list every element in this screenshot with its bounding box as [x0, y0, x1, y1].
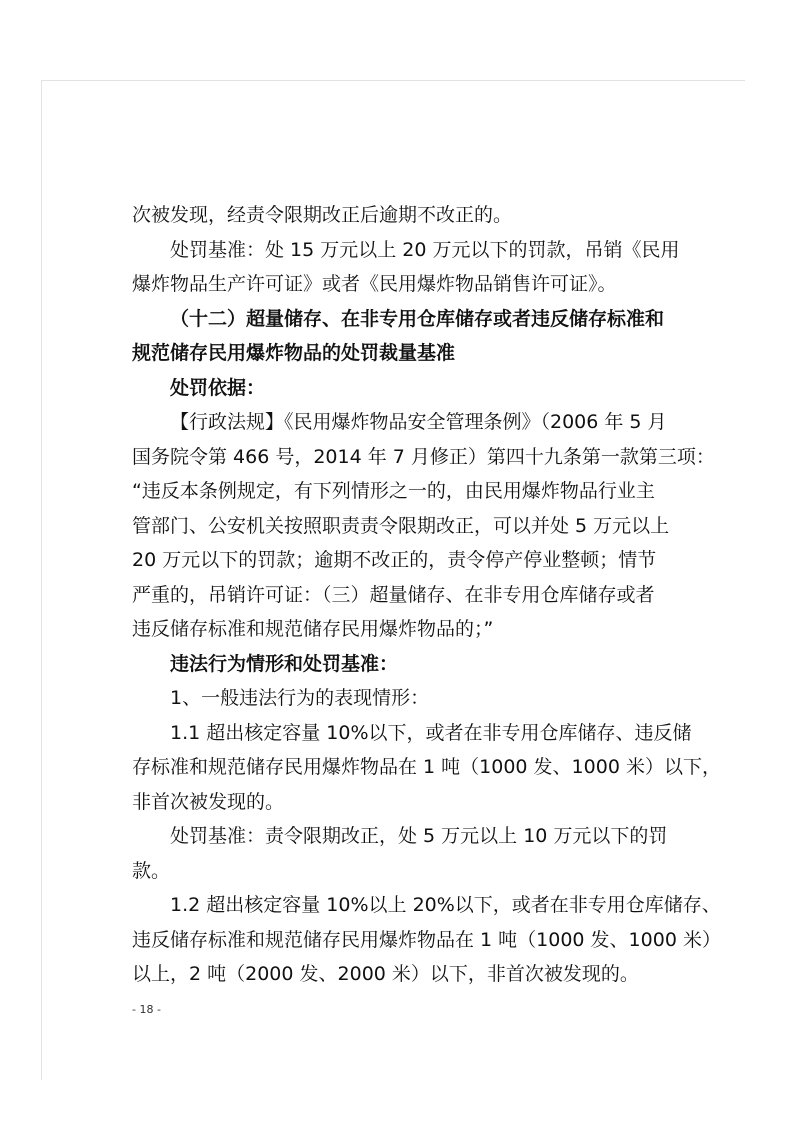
text-line: 爆炸物品生产许可证》或者《民用爆炸物品销售许可证》。 [132, 273, 617, 295]
page-border-left [41, 80, 42, 1080]
text-line: 1.1 超出核定容量 10%以下，或者在非专用仓库储存、违反储 [170, 721, 692, 744]
section-heading-line: （十二）超量储存、在非专用仓库储存或者违反储存标准和 [170, 307, 665, 330]
text-line: 1、一般违法行为的表现情形： [170, 687, 430, 709]
text-line: 处罚基准：处 15 万元以上 20 万元以下的罚款，吊销《民用 [170, 238, 680, 261]
document-body [132, 198, 721, 992]
subheading-line: 违法行为情形和处罚基准： [170, 652, 399, 675]
text-line: 国务院令第 466 号，2014 年 7 月修正）第四十九条第一款第三项： [132, 445, 715, 468]
subheading-line: 处罚依据： [170, 376, 266, 399]
page-border-top [41, 80, 745, 81]
text-line: 以上，2 吨（2000 发、2000 米）以下，非首次被发现的。 [132, 963, 639, 985]
text-line: 违反储存标准和规范储存民用爆炸物品在 1 吨（1000 发、1000 米） [132, 928, 721, 951]
text-line: 存标准和规范储存民用爆炸物品在 1 吨（1000 发、1000 米）以下， [132, 756, 721, 778]
text-line: 管部门、公安机关按照职责责令限期改正，可以并处 5 万元以上 [132, 514, 670, 537]
text-line: 【行政法规】《民用爆炸物品安全管理条例》（2006 年 5 月 [170, 411, 667, 433]
text-line: 款。 [132, 859, 171, 882]
text-line: 严重的，吊销许可证：（三）超量储存、在非专用仓库储存或者 [132, 583, 655, 606]
section-heading-line: 规范储存民用爆炸物品的处罚裁量基准 [132, 342, 456, 364]
text-line: 违反储存标准和规范储存民用爆炸物品的；” [132, 618, 494, 640]
page-number: - 18 - [132, 1003, 161, 1016]
text-line: 次被发现，经责令限期改正后逾期不改正的。 [132, 204, 513, 226]
text-line: 20 万元以下的罚款；逾期不改正的，责令停产停业整顿；情节 [132, 549, 657, 571]
text-line: 非首次被发现的。 [132, 790, 285, 813]
text-line: 处罚基准：责令限期改正，处 5 万元以上 10 万元以下的罚 [170, 825, 668, 847]
text-line: 1.2 超出核定容量 10%以上 20%以下，或者在非专用仓库储存、 [170, 894, 721, 916]
text-line: “违反本条例规定，有下列情形之一的，由民用爆炸物品行业主 [132, 480, 655, 502]
